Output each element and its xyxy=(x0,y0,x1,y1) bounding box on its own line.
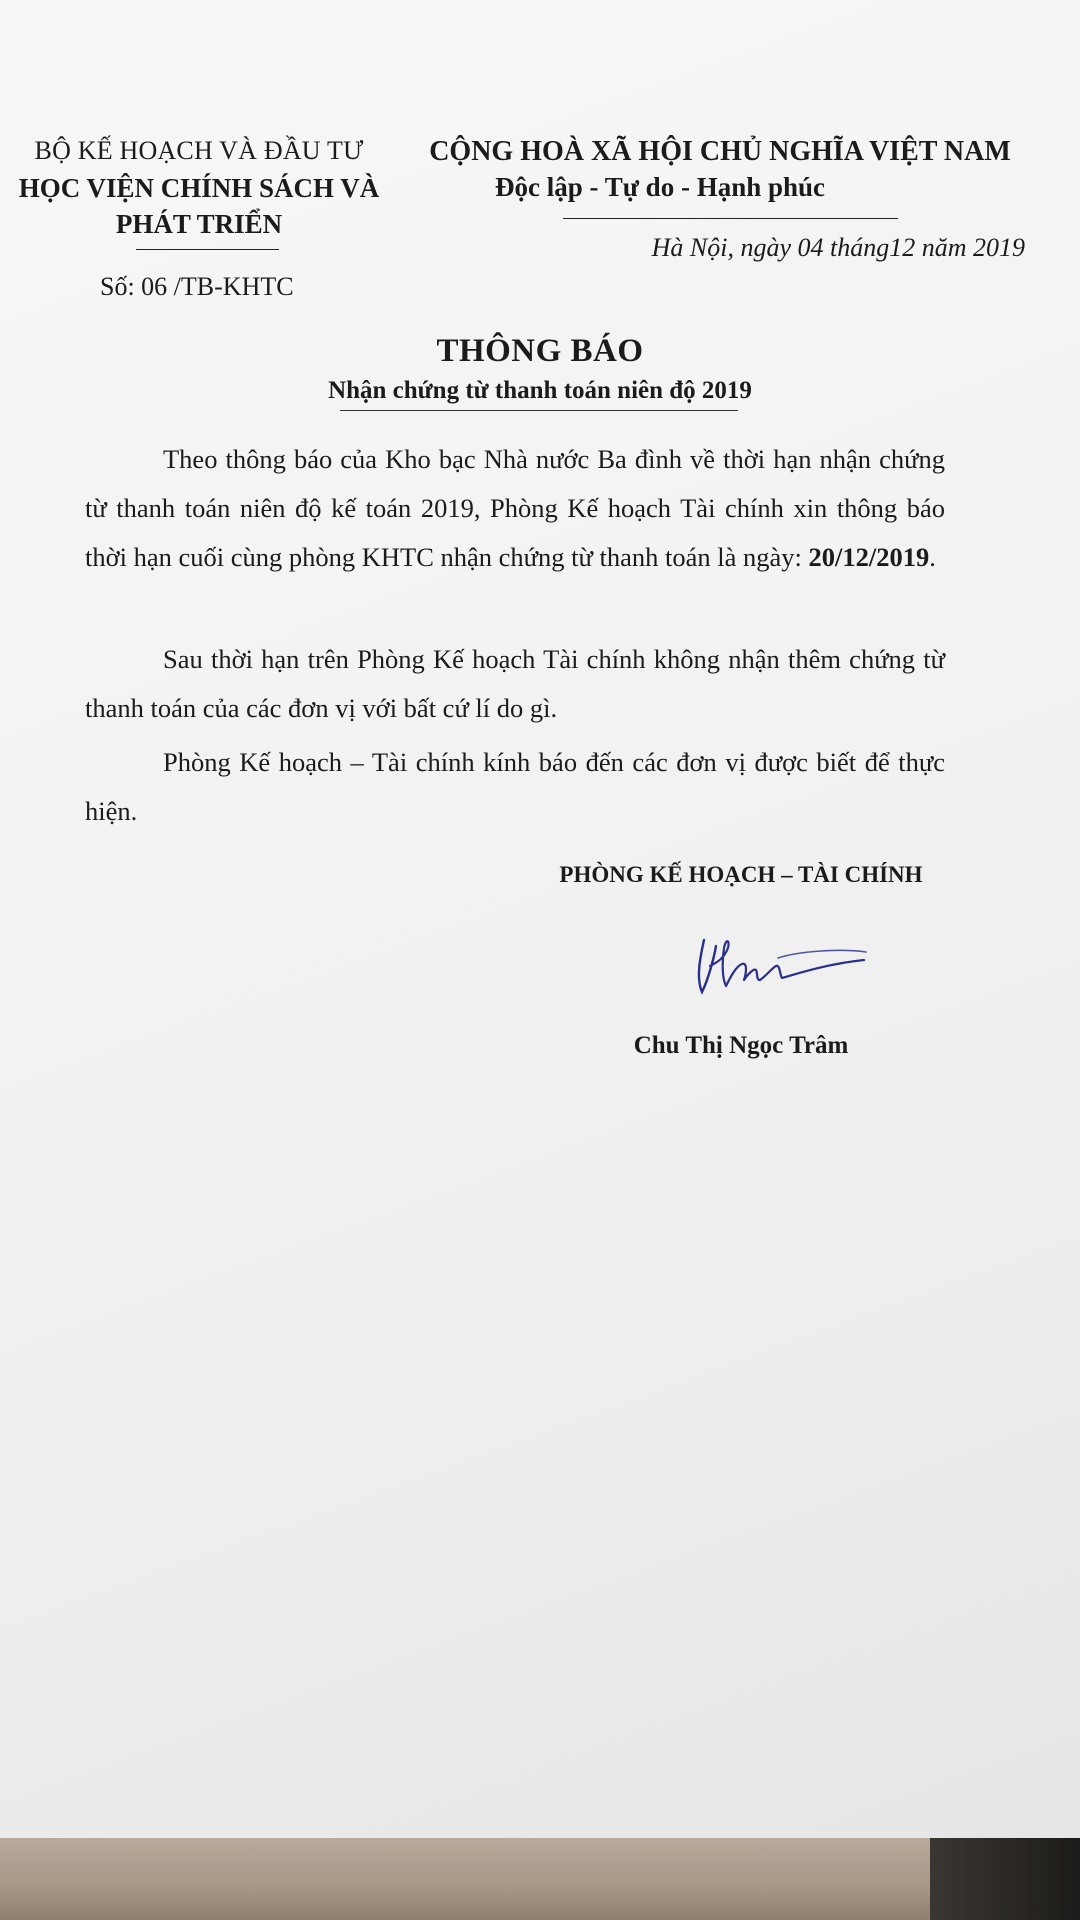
subject-underline xyxy=(340,410,738,411)
desk-shadow-corner xyxy=(930,1838,1080,1920)
handwritten-signature xyxy=(686,918,886,1008)
republic-name: CỘNG HOÀ XÃ HỘI CHỦ NGHĨA VIỆT NAM xyxy=(429,136,1011,167)
paragraph-3: Phòng Kế hoạch – Tài chính kính báo đến các đơn vị được biết để thực hiện. xyxy=(85,747,945,826)
deadline-date: 20/12/2019 xyxy=(808,542,930,572)
paragraph-2: Sau thời hạn trên Phòng Kế hoạch Tài chính không nhận thêm chứng từ thanh toán của các đơn vị với bất cứ lí do gì. xyxy=(85,644,945,723)
institute-name-line1: HỌC VIỆN CHÍNH SÁCH VÀ xyxy=(18,173,380,203)
header-right-divider xyxy=(563,218,898,219)
paragraph-1 xyxy=(85,435,945,582)
document-number: Số: 06 /TB-KHTC xyxy=(100,272,294,301)
ministry-name: BỘ KẾ HOẠCH VÀ ĐẦU TƯ xyxy=(34,136,364,165)
document-title: THÔNG BÁO xyxy=(436,333,644,369)
document-subject: Nhận chứng từ thanh toán niên độ 2019 xyxy=(328,377,752,404)
institute-name-line2: PHÁT TRIỂN xyxy=(115,209,283,239)
desk-surface xyxy=(0,1838,1080,1920)
signer-name: Chu Thị Ngọc Trâm xyxy=(633,1032,849,1059)
national-motto: Độc lập - Tự do - Hạnh phúc xyxy=(494,172,826,202)
place-and-date: Hà Nội, ngày 04 tháng12 năm 2019 xyxy=(651,233,1025,262)
header-left-divider xyxy=(136,249,279,250)
paragraph-1-end: . xyxy=(929,542,936,572)
issuing-department: PHÒNG KẾ HOẠCH – TÀI CHÍNH xyxy=(559,862,923,887)
institute-name xyxy=(0,170,398,242)
paragraph-1-text: Theo thông báo của Kho bạc Nhà nước Ba đình về thời hạn nhận chứng từ thanh toán niên độ kế toán 2019, Phòng Kế hoạch Tài chính xin thông báo thời hạn cuối cùng phòng KHTC nhận chứng từ thanh toán là ngày: xyxy=(85,444,945,572)
